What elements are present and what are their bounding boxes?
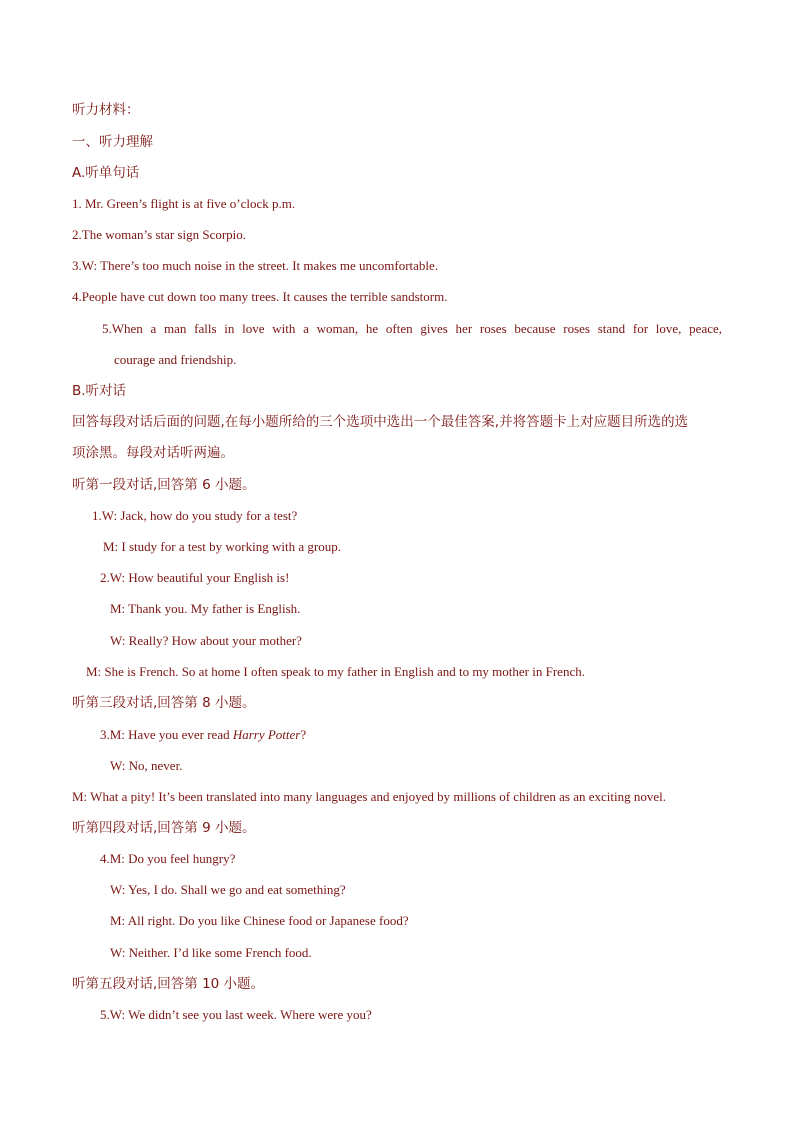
section-title: 一、听力理解 bbox=[72, 134, 153, 150]
sentence-1: 1. Mr. Green’s flight is at five o’clock p.m. bbox=[72, 196, 296, 211]
dialogue-1-heading: 听第一段对话,回答第 6 小题。 bbox=[72, 477, 256, 493]
dialogue-2-line: 2.W: How beautiful your English is! bbox=[100, 570, 290, 585]
dialogue-4-line: 4.M: Do you feel hungry? bbox=[100, 851, 236, 866]
sentence-4: 4.People have cut down too many trees. It causes the terrible sandstorm. bbox=[72, 289, 448, 304]
dialogue-4-line: W: Yes, I do. Shall we go and eat something? bbox=[110, 882, 346, 897]
dialogue-2-line: M: Thank you. My father is English. bbox=[110, 601, 301, 616]
dialogue-1-line: 1.W: Jack, how do you study for a test? bbox=[92, 508, 298, 523]
dialogue-3-line: W: No, never. bbox=[110, 758, 183, 773]
part-b-title: B.听对话 bbox=[72, 383, 127, 399]
dialogue-2-line: W: Really? How about your mother? bbox=[110, 633, 302, 648]
part-b-instruction-1: 回答每段对话后面的问题,在每小题所给的三个选项中选出一个最佳答案,并将答题卡上对应题目所选的选 bbox=[72, 414, 689, 430]
dialogue-3-heading: 听第三段对话,回答第 8 小题。 bbox=[72, 695, 256, 711]
dialogue-1-line: M: I study for a test by working with a group. bbox=[103, 539, 341, 554]
dialogue-4-line: W: Neither. I’d like some French food. bbox=[110, 945, 312, 960]
doc-header: 听力材料： bbox=[72, 102, 140, 118]
dialogue-3-line: M: What a pity! It’s been translated into many languages and enjoyed by millions of children as an exciting novel. bbox=[72, 789, 667, 804]
sentence-5-continued: courage and friendship. bbox=[114, 352, 237, 367]
dialogue-3-line-suffix: ? bbox=[300, 727, 307, 742]
sentence-3: 3.W: There’s too much noise in the street. It makes me uncomfortable. bbox=[72, 258, 439, 273]
dialogue-3-line bbox=[100, 726, 306, 744]
dialogue-5-line: 5.W: We didn’t see you last week. Where were you? bbox=[100, 1007, 372, 1022]
part-b-instruction-2: 项涂黑。每段对话听两遍。 bbox=[72, 445, 234, 461]
sentence-5: 5.When a man falls in love with a woman, he often gives her roses because roses stand for love, peace, bbox=[102, 321, 722, 336]
dialogue-2-line: M: She is French. So at home I often speak to my father in English and to my mother in French. bbox=[86, 664, 585, 679]
part-a-title: A.听单句话 bbox=[72, 165, 140, 181]
book-title: Harry Potter bbox=[232, 727, 301, 742]
dialogue-3-line-prefix: 3.M: Have you ever read bbox=[100, 727, 233, 742]
dialogue-4-line: M: All right. Do you like Chinese food or Japanese food? bbox=[110, 913, 409, 928]
dialogue-5-heading: 听第五段对话,回答第 10 小题。 bbox=[72, 976, 265, 992]
sentence-2: 2.The woman’s star sign Scorpio. bbox=[72, 227, 247, 242]
dialogue-4-heading: 听第四段对话,回答第 9 小题。 bbox=[72, 820, 256, 836]
